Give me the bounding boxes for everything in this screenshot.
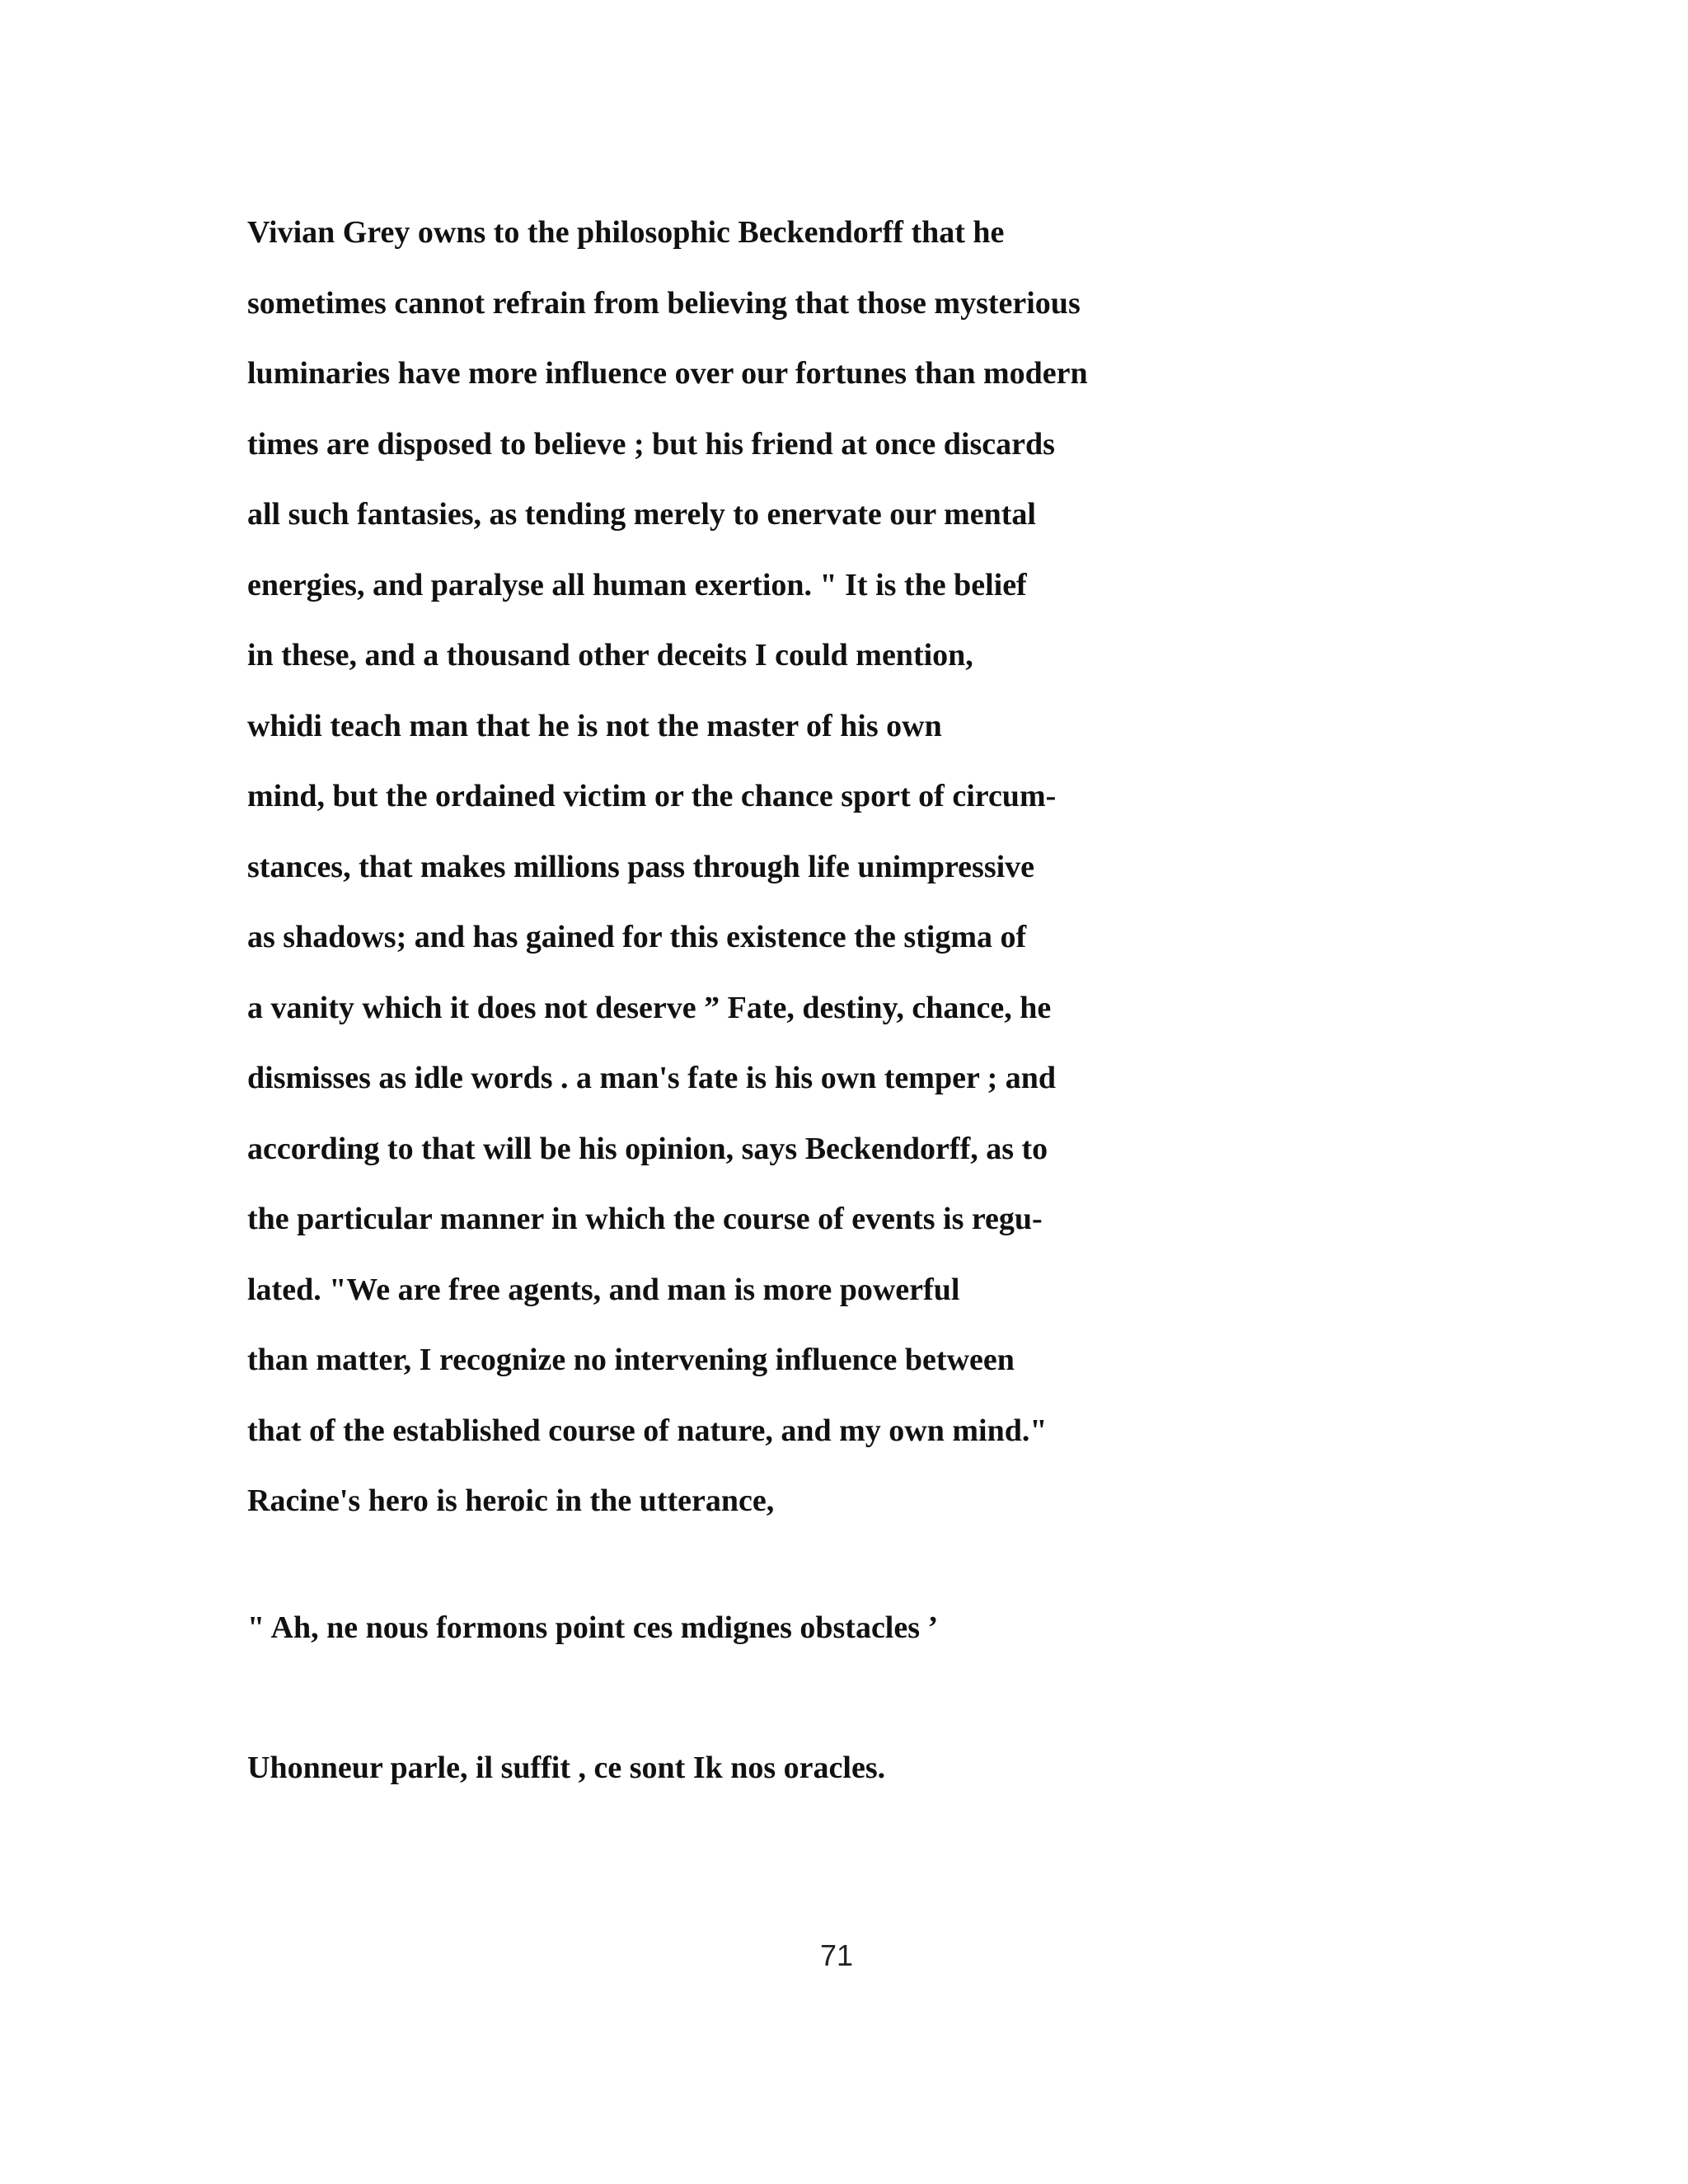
- text-line: mind, but the ordained victim or the chance sport of circum-: [247, 779, 1057, 813]
- text-line: all such fantasies, as tending merely to enervate our mental: [247, 497, 1036, 532]
- text-line: in these, and a thousand other deceits I could mention,: [247, 638, 973, 673]
- verse-line-2: Uhonneur parle, il suffit , ce sont Ik nos oracles.: [247, 1750, 886, 1785]
- text-line: dismisses as idle words . a man's fate is his own temper ; and: [247, 1061, 1057, 1095]
- page-number: 71: [819, 1938, 854, 1972]
- text-line: stances, that makes millions pass through life unimpressive: [247, 849, 1035, 884]
- text-line: Racine's hero is heroic in the utterance,: [247, 1483, 775, 1518]
- text-line: that of the established course of nature, and my own mind.": [247, 1413, 1048, 1448]
- text-line: sometimes cannot refrain from believing that those mysterious: [247, 285, 1081, 321]
- text-line: than matter, I recognize no intervening influence between: [247, 1343, 1015, 1377]
- text-line: a vanity which it does not deserve ” Fate, destiny, chance, he: [247, 990, 1052, 1025]
- text-line: whidi teach man that he is not the master of his own: [247, 708, 942, 743]
- text-line: as shadows; and has gained for this existence the stigma of: [247, 920, 1027, 954]
- text-line: the particular manner in which the course of events is regu-: [247, 1202, 1043, 1236]
- text-line: times are disposed to believe ; but his friend at once discards: [247, 426, 1055, 462]
- text-line: Vivian Grey owns to the philosophic Beckendorff that he: [247, 215, 1005, 250]
- text-line: according to that will be his opinion, says Beckendorff, as to: [247, 1131, 1048, 1166]
- text-line: lated. "We are free agents, and man is more powerful: [247, 1272, 960, 1307]
- verse-line-1: " Ah, ne nous formons point ces mdignes obstacles ’: [247, 1610, 939, 1645]
- text-line: luminaries have more influence over our fortunes than modern: [247, 356, 1088, 391]
- paragraph: [247, 198, 1484, 1537]
- text-line: energies, and paralyse all human exertion. " It is the belief: [247, 567, 1027, 602]
